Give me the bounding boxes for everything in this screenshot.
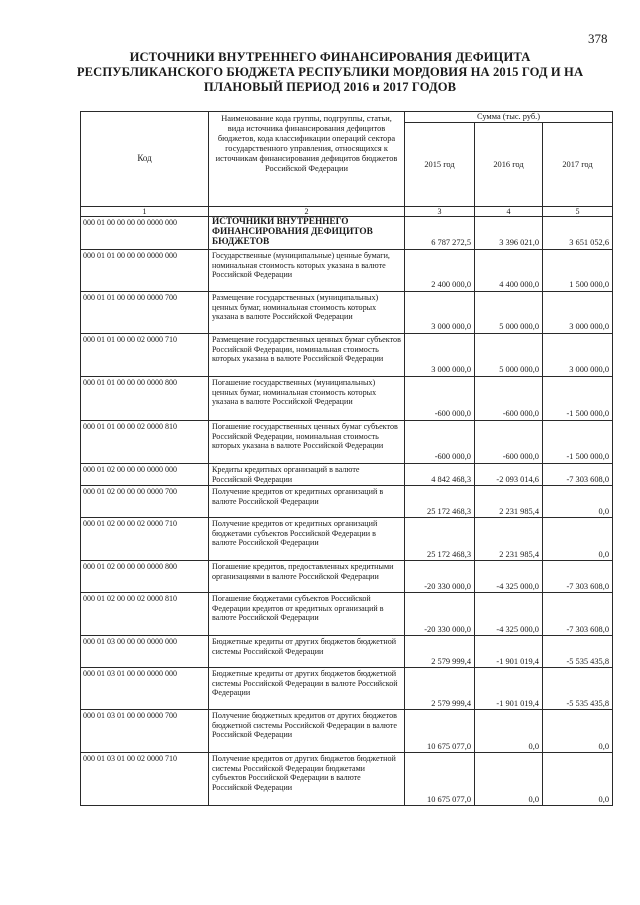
row-value-2017: -7 303 608,0 — [543, 593, 613, 636]
row-value-2016: 5 000 000,0 — [475, 292, 543, 334]
table-row — [81, 668, 613, 710]
title-line-1: ИСТОЧНИКИ ВНУТРЕННЕГО ФИНАНСИРОВАНИЯ ДЕФИЦИТА — [129, 50, 531, 64]
row-value-2015: 2 579 999,4 — [405, 636, 475, 668]
row-value-2017: 3 000 000,0 — [543, 334, 613, 377]
row-code: 000 01 00 00 00 00 0000 000 — [81, 217, 209, 250]
row-value-2016: 3 396 021,0 — [475, 217, 543, 250]
column-number: 5 — [543, 207, 613, 217]
row-value-2017: 0,0 — [543, 753, 613, 806]
row-value-2015: 3 000 000,0 — [405, 334, 475, 377]
row-code: 000 01 02 00 00 00 0000 800 — [81, 561, 209, 593]
table-row — [81, 593, 613, 636]
row-name: Бюджетные кредиты от других бюджетов бюджетной системы Российской Федерации — [209, 636, 405, 668]
row-code: 000 01 02 00 00 00 0000 700 — [81, 486, 209, 518]
row-value-2016: 2 231 985,4 — [475, 486, 543, 518]
column-number: 3 — [405, 207, 475, 217]
row-name: Размещение государственных ценных бумаг субъектов Российской Федерации, номинальная стоимость которых указана в валюте Российской Федерации — [209, 334, 405, 377]
row-value-2015: 4 842 468,3 — [405, 464, 475, 486]
row-name: Погашение государственных (муниципальных) ценных бумаг, номинальная стоимость которых указана в валюте Российской Федерации — [209, 377, 405, 421]
table-row — [81, 421, 613, 464]
row-value-2015: 10 675 077,0 — [405, 710, 475, 753]
row-code: 000 01 03 00 00 00 0000 000 — [81, 636, 209, 668]
row-code: 000 01 01 00 00 00 0000 700 — [81, 292, 209, 334]
row-name: Получение кредитов от кредитных организаций бюджетами субъектов Российской Федерации в валюте Российской Федерации — [209, 518, 405, 561]
header-year-2016: 2016 год — [475, 123, 543, 207]
table-row — [81, 518, 613, 561]
row-value-2015: -600 000,0 — [405, 377, 475, 421]
table-row — [81, 217, 613, 250]
row-value-2015: 3 000 000,0 — [405, 292, 475, 334]
row-value-2016: -1 901 019,4 — [475, 636, 543, 668]
row-code: 000 01 01 00 00 00 0000 000 — [81, 250, 209, 292]
row-code: 000 01 01 00 00 00 0000 800 — [81, 377, 209, 421]
row-value-2017: -7 303 608,0 — [543, 561, 613, 593]
row-name: Погашение государственных ценных бумаг субъектов Российской Федерации, номинальная стоимость которых указана в валюте Российской Федерации — [209, 421, 405, 464]
row-name: Получение кредитов от кредитных организаций в валюте Российской Федерации — [209, 486, 405, 518]
table-row — [81, 753, 613, 806]
row-value-2016: 5 000 000,0 — [475, 334, 543, 377]
row-value-2017: 0,0 — [543, 710, 613, 753]
header-year-2015: 2015 год — [405, 123, 475, 207]
row-value-2017: -5 535 435,8 — [543, 668, 613, 710]
row-value-2017: -5 535 435,8 — [543, 636, 613, 668]
row-code: 000 01 03 01 00 00 0000 000 — [81, 668, 209, 710]
header-sum: Сумма (тыс. руб.) — [405, 112, 613, 123]
row-value-2016: -1 901 019,4 — [475, 668, 543, 710]
table-row — [81, 377, 613, 421]
financing-sources-table — [80, 111, 613, 806]
row-value-2015: -20 330 000,0 — [405, 593, 475, 636]
row-value-2016: 2 231 985,4 — [475, 518, 543, 561]
row-value-2017: 0,0 — [543, 518, 613, 561]
row-code: 000 01 02 00 00 02 0000 710 — [81, 518, 209, 561]
row-value-2015: 2 400 000,0 — [405, 250, 475, 292]
column-number: 4 — [475, 207, 543, 217]
row-code: 000 01 01 00 00 02 0000 710 — [81, 334, 209, 377]
table-row — [81, 250, 613, 292]
row-name: Погашение кредитов, предоставленных кредитными организациями в валюте Российской Федерации — [209, 561, 405, 593]
row-value-2017: 3 000 000,0 — [543, 292, 613, 334]
row-name: Погашение бюджетами субъектов Российской Федерации кредитов от кредитных организаций в валюте Российской Федерации — [209, 593, 405, 636]
title-line-2: РЕСПУБЛИКАНСКОГО БЮДЖЕТА РЕСПУБЛИКИ МОРДОВИЯ НА 2015 ГОД И НА — [76, 65, 584, 79]
row-code: 000 01 02 00 00 00 0000 000 — [81, 464, 209, 486]
row-value-2015: 6 787 272,5 — [405, 217, 475, 250]
table-row — [81, 710, 613, 753]
header-year-2017: 2017 год — [543, 123, 613, 207]
row-value-2016: -600 000,0 — [475, 421, 543, 464]
document-title — [70, 50, 590, 95]
row-value-2015: 25 172 468,3 — [405, 518, 475, 561]
title-line-3: ПЛАНОВЫЙ ПЕРИОД 2016 и 2017 ГОДОВ — [203, 80, 457, 94]
row-value-2016: -4 325 000,0 — [475, 593, 543, 636]
row-name: Получение бюджетных кредитов от других бюджетов бюджетной системы Российской Федерации в валюте Российской Федерации — [209, 710, 405, 753]
row-value-2017: -1 500 000,0 — [543, 421, 613, 464]
table-row — [81, 334, 613, 377]
row-value-2015: -600 000,0 — [405, 421, 475, 464]
row-value-2016: 0,0 — [475, 753, 543, 806]
row-name: Государственные (муниципальные) ценные бумаги, номинальная стоимость которых указана в валюте Российской Федерации — [209, 250, 405, 292]
header-code: Код — [81, 112, 209, 207]
table-row — [81, 292, 613, 334]
row-value-2015: 2 579 999,4 — [405, 668, 475, 710]
row-name: Получение кредитов от других бюджетов бюджетной системы Российской Федерации бюджетами субъектов Российской Федерации в валюте Российской Федерации — [209, 753, 405, 806]
row-value-2015: -20 330 000,0 — [405, 561, 475, 593]
row-value-2016: -2 093 014,6 — [475, 464, 543, 486]
row-code: 000 01 01 00 00 02 0000 810 — [81, 421, 209, 464]
table-row — [81, 561, 613, 593]
row-value-2017: 0,0 — [543, 486, 613, 518]
table-row — [81, 464, 613, 486]
row-value-2017: -1 500 000,0 — [543, 377, 613, 421]
row-name: Размещение государственных (муниципальных) ценных бумаг, номинальная стоимость которых указана в валюте Российской Федерации — [209, 292, 405, 334]
row-value-2016: -4 325 000,0 — [475, 561, 543, 593]
row-value-2015: 25 172 468,3 — [405, 486, 475, 518]
row-value-2017: 1 500 000,0 — [543, 250, 613, 292]
row-value-2016: 4 400 000,0 — [475, 250, 543, 292]
row-value-2016: 0,0 — [475, 710, 543, 753]
row-value-2017: -7 303 608,0 — [543, 464, 613, 486]
column-number: 2 — [209, 207, 405, 217]
row-code: 000 01 02 00 00 02 0000 810 — [81, 593, 209, 636]
table-row — [81, 636, 613, 668]
row-name: Бюджетные кредиты от других бюджетов бюджетной системы Российской Федерации в валюте Российской Федерации — [209, 668, 405, 710]
header-name: Наименование кода группы, подгруппы, статьи, вида источника финансирования дефицитов бюджетов, кода классификации операций сектора государственного управления, относящихся к источникам финансирования дефицитов бюджетов Российской Федерации — [209, 112, 405, 207]
column-number: 1 — [81, 207, 209, 217]
row-name: ИСТОЧНИКИ ВНУТРЕННЕГО ФИНАНСИРОВАНИЯ ДЕФИЦИТОВ БЮДЖЕТОВ — [209, 217, 405, 250]
table-row — [81, 486, 613, 518]
row-value-2015: 10 675 077,0 — [405, 753, 475, 806]
row-value-2017: 3 651 052,6 — [543, 217, 613, 250]
row-name: Кредиты кредитных организаций в валюте Российской Федерации — [209, 464, 405, 486]
row-value-2016: -600 000,0 — [475, 377, 543, 421]
row-code: 000 01 03 01 00 02 0000 710 — [81, 753, 209, 806]
page-number: 378 — [588, 31, 608, 46]
row-code: 000 01 03 01 00 00 0000 700 — [81, 710, 209, 753]
column-numbers-row — [81, 207, 613, 217]
